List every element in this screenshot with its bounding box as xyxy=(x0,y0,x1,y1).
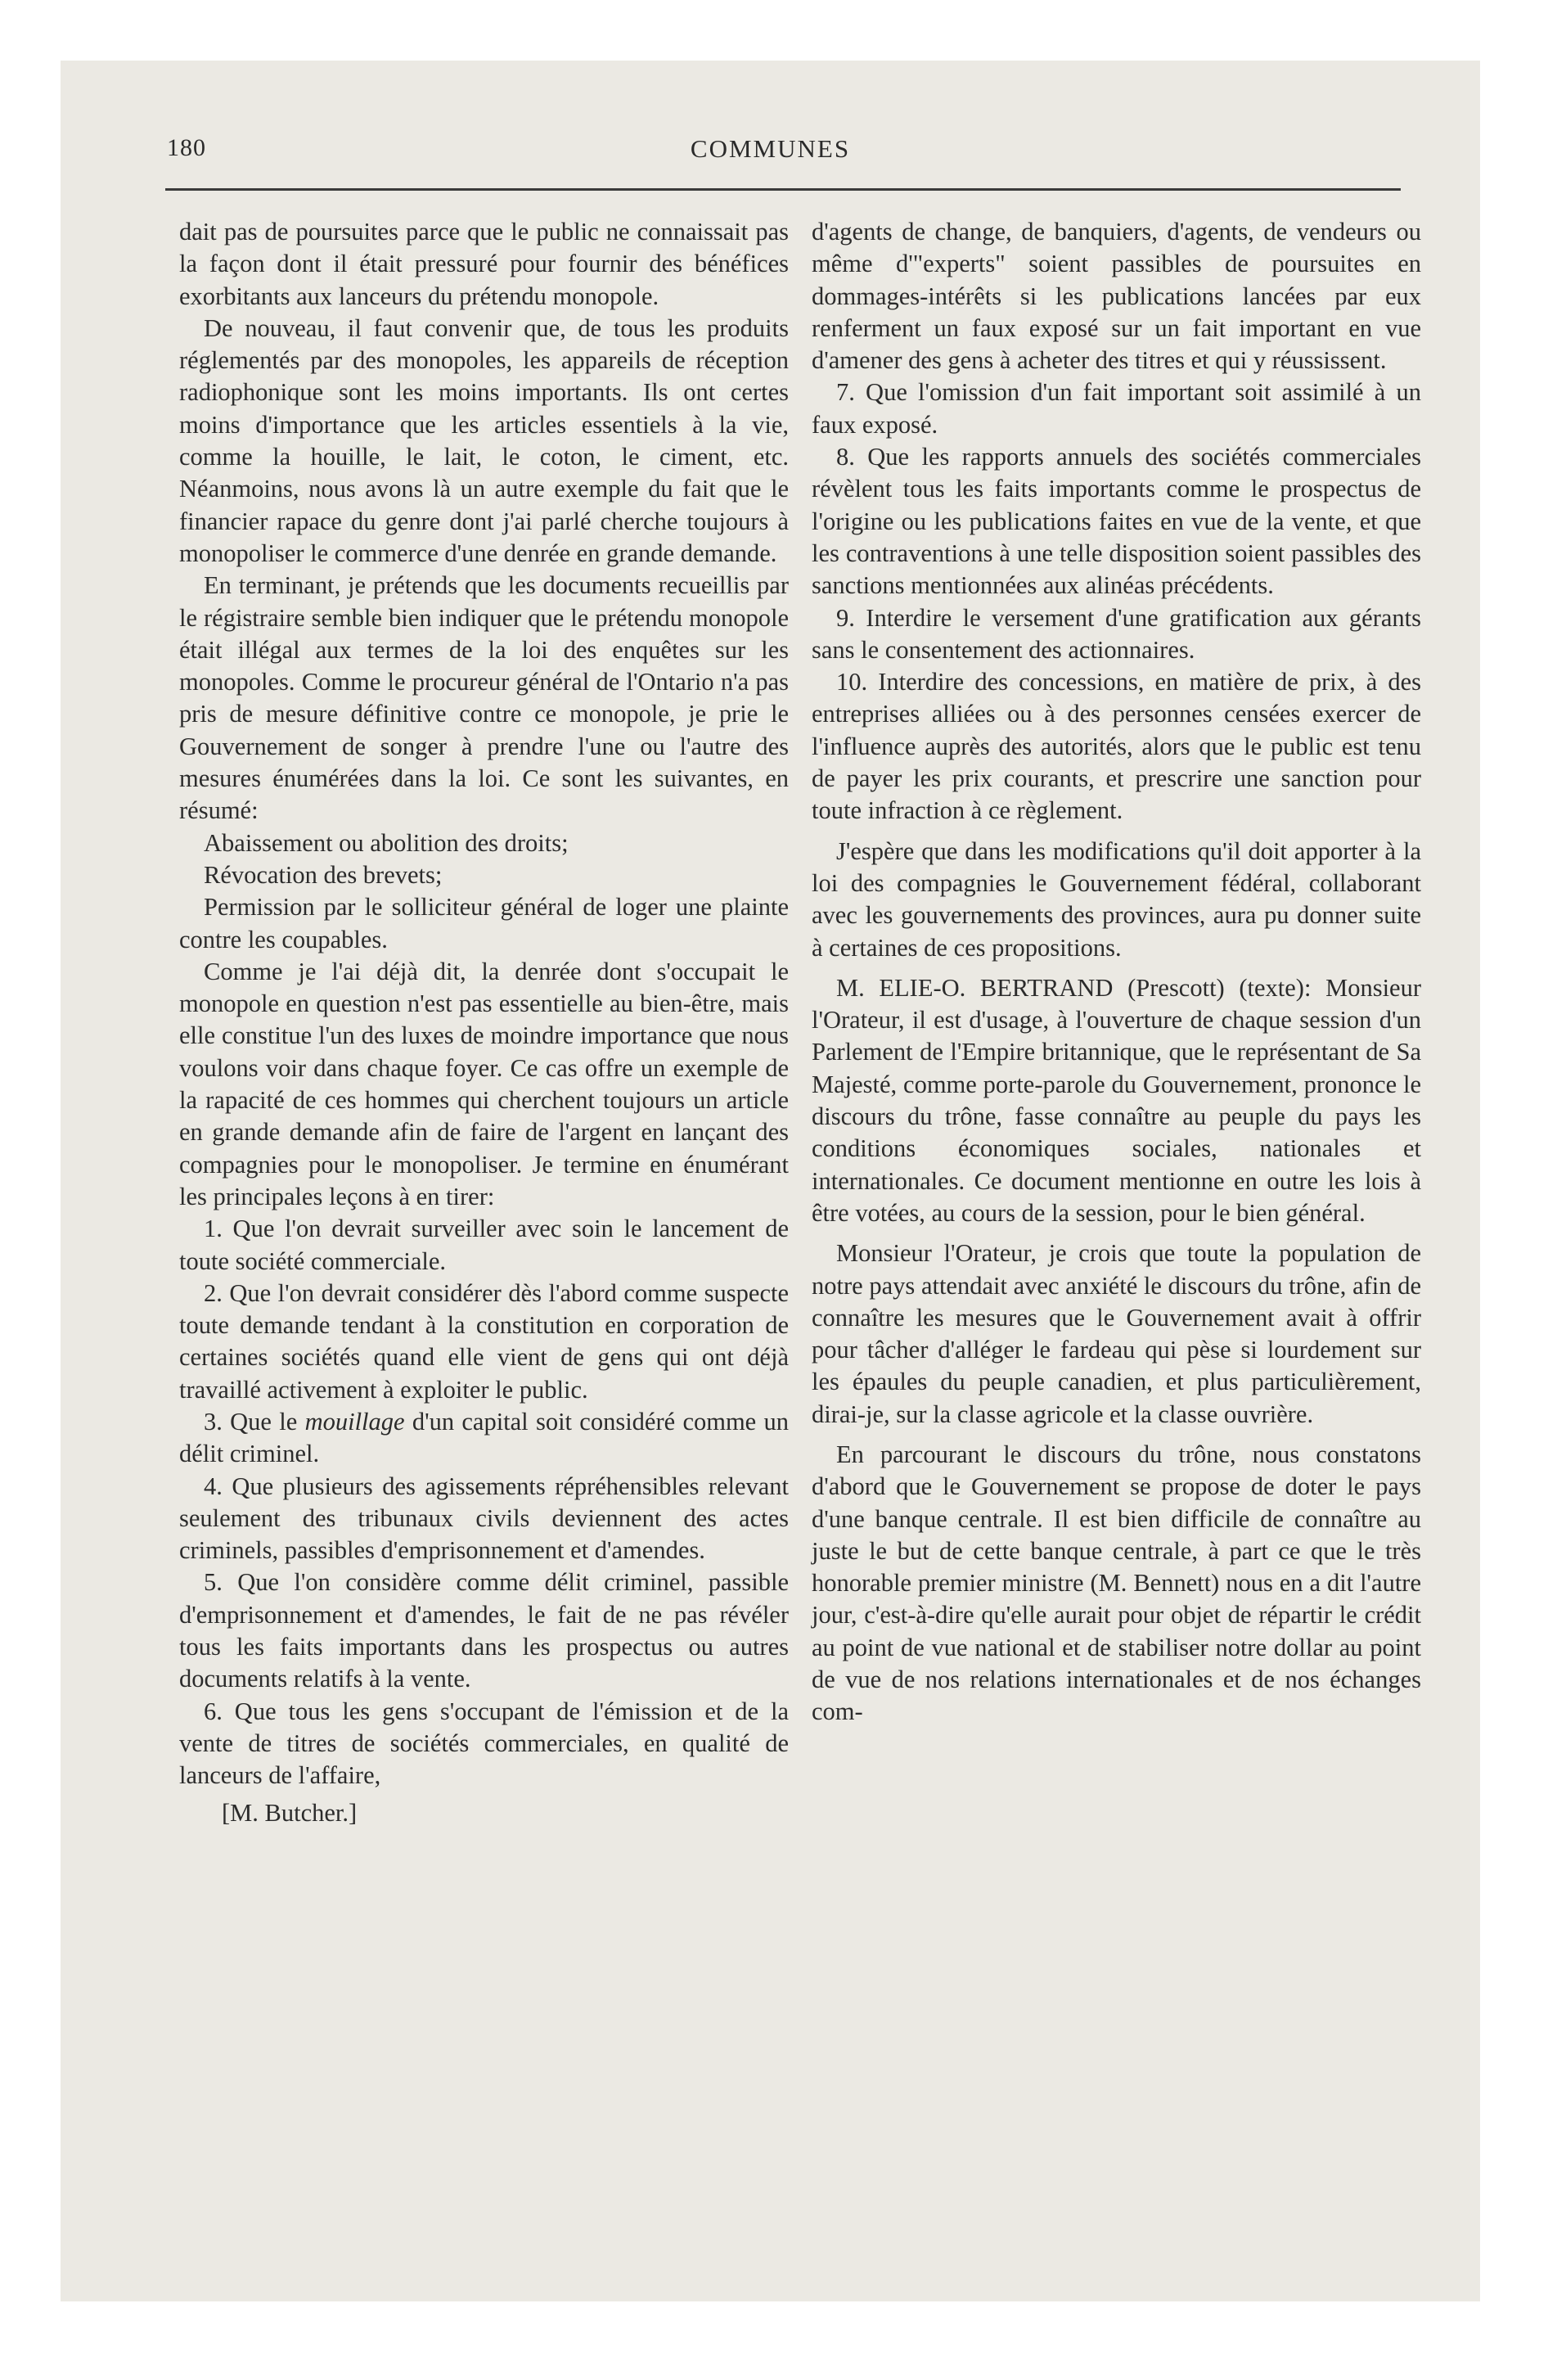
list-item: Abaissement ou abolition des droits; xyxy=(204,828,569,857)
paragraph: d'agents de change, de banquiers, d'agents, de vendeurs ou même d'"experts" soient passibles de poursuites en dommages-intérêts si les publications lancées par eux renferment un faux exposé sur un fait important en vue d'amener des gens à acheter des titres et qui y réussissent. xyxy=(812,218,1421,375)
item-text: 3. Que le xyxy=(204,1407,305,1436)
italic-term: mouillage xyxy=(304,1407,405,1436)
paragraph: J'espère que dans les modifications qu'il doit apporter à la loi des compagnies le Gouvernement fédéral, collaborant avec les gouvernements des provinces, aura pu donner suite à certaines de ces propositions. xyxy=(812,836,1421,962)
running-head: COMMUNES xyxy=(690,134,851,163)
list-item: Révocation des brevets; xyxy=(204,860,443,889)
list-item: Permission par le solliciteur général de loger une plainte contre les coupables. xyxy=(179,893,789,953)
page-header xyxy=(61,134,1480,183)
left-column xyxy=(179,216,789,1829)
paragraph: Comme je l'ai déjà dit, la denrée dont s'occupait le monopole en question n'est pas essentielle au bien-être, mais elle constitue l'un des luxes de moindre importance que nous voulons voir dans chaque foyer. Ce cas offre un exemple de la rapacité de ces hommes qui cherchent toujours un article en grande demande afin de faire de l'argent en lançant des compagnies pour le monopoliser. Je termine en énumérant les principales leçons à en tirer: xyxy=(179,957,789,1210)
numbered-item: 2. Que l'on devrait considérer dès l'abord comme suspecte toute demande tendant à la constitution en corporation de certaines sociétés quand elle vient de gens qui ont déjà travaillé activement à exploiter le public. xyxy=(179,1278,789,1404)
speech-paragraph: M. ELIE-O. BERTRAND (Prescott) (texte): Monsieur l'Orateur, il est d'usage, à l'ouverture de chaque session d'un Parlement de l'Empire britannique, que le représentant de Sa Majesté, comme porte-parole du Gouvernement, prononce le discours du trône, fasse connaître au peuple du pays les conditions économiques sociales, nationales et internationales. Ce document mentionne en outre les lois à être votées, au cours de la session, pour le bien général. xyxy=(812,973,1421,1227)
numbered-item: 6. Que tous les gens s'occupant de l'émission et de la vente de titres de sociétés commerciales, en qualité de lanceurs de l'affaire, xyxy=(179,1697,789,1790)
header-rule xyxy=(165,188,1401,191)
item-text: d'un capital soit considéré comme un délit criminel. xyxy=(179,1407,790,1468)
page-number: 180 xyxy=(167,134,206,161)
numbered-item: 10. Interdire des concessions, en matière de prix, à des entreprises alliées ou à des personnes censées exercer de l'influence auprès des autorités, alors que le public est tenu de payer les prix courants, et prescrire une sanction pour toute infraction à ce règlement. xyxy=(812,668,1421,825)
paragraph: Monsieur l'Orateur, je crois que toute la population de notre pays attendait avec anxiété le discours du trône, afin de connaître les mesures que le Gouvernement avait à offrir pour tâcher d'alléger le fardeau qui pèse si lourdement sur les épaules du peuple canadien, et plus particulièrement, dirai-je, sur la classe agricole et la classe ouvrière. xyxy=(812,1239,1421,1428)
numbered-item: 5. Que l'on considère comme délit criminel, passible d'emprisonnement et d'amendes, le fait de ne pas révéler tous les faits importants dans les prospectus ou autres documents relatifs à la vente. xyxy=(179,1568,789,1693)
numbered-item xyxy=(179,1406,789,1471)
paragraph: De nouveau, il faut convenir que, de tous les produits réglementés par des monopoles, les appareils de réception radiophonique sont les moins importants. Ils ont certes moins d'importance que les articles essentiels à la vie, comme la houille, le lait, le coton, le ciment, etc. Néanmoins, nous avons là un autre exemple du fait que le financier rapace du genre dont j'ai parlé cherche toujours à monopoliser le commerce d'une denrée en grande demande. xyxy=(179,313,789,567)
speaker-note: [M. Butcher.] xyxy=(222,1798,358,1827)
right-column xyxy=(812,216,1421,1729)
numbered-item: 8. Que les rapports annuels des sociétés commerciales révèlent tous les faits importants comme le prospectus de l'origine ou les publications faites en vue de la vente, et que les contraventions à une telle disposition soient passibles des sanctions mentionnées aux alinéas précédents. xyxy=(812,443,1421,600)
document-page xyxy=(61,61,1480,2301)
paragraph: En terminant, je prétends que les documents recueillis par le régistraire semble bien indiquer que le prétendu monopole était illégal aux termes de la loi des enquêtes sur les monopoles. Comme le procureur général de l'Ontario n'a pas pris de mesure définitive contre ce monopole, je prie le Gouvernement de songer à prendre l'une ou l'autre des mesures énumérées dans la loi. Ce sont les suivantes, en résumé: xyxy=(179,571,789,825)
paragraph: En parcourant le discours du trône, nous constatons d'abord que le Gouvernement se propose de doter le pays d'une banque centrale. Il est bien difficile de connaître au juste le but de cette banque centrale, à part ce que le très honorable premier ministre (M. Bennett) nous en a dit l'autre jour, c'est-à-dire qu'elle aurait pour objet de répartir le crédit au point de vue national et de stabiliser notre dollar au point de vue de nos relations internationales et de nos échanges com- xyxy=(812,1440,1421,1726)
paragraph: dait pas de poursuites parce que le public ne connaissait pas la façon dont il était pressuré pour fournir des bénéfices exorbitants aux lanceurs du prétendu monopole. xyxy=(179,218,789,310)
numbered-item: 1. Que l'on devrait surveiller avec soin le lancement de toute société commerciale. xyxy=(179,1215,789,1275)
numbered-item: 4. Que plusieurs des agissements répréhensibles relevant seulement des tribunaux civils deviennent des actes criminels, passibles d'emprisonnement et d'amendes. xyxy=(179,1472,789,1565)
numbered-item: 9. Interdire le versement d'une gratification aux gérants sans le consentement des actionnaires. xyxy=(812,603,1421,664)
numbered-item: 7. Que l'omission d'un fait important soit assimilé à un faux exposé. xyxy=(812,378,1421,439)
